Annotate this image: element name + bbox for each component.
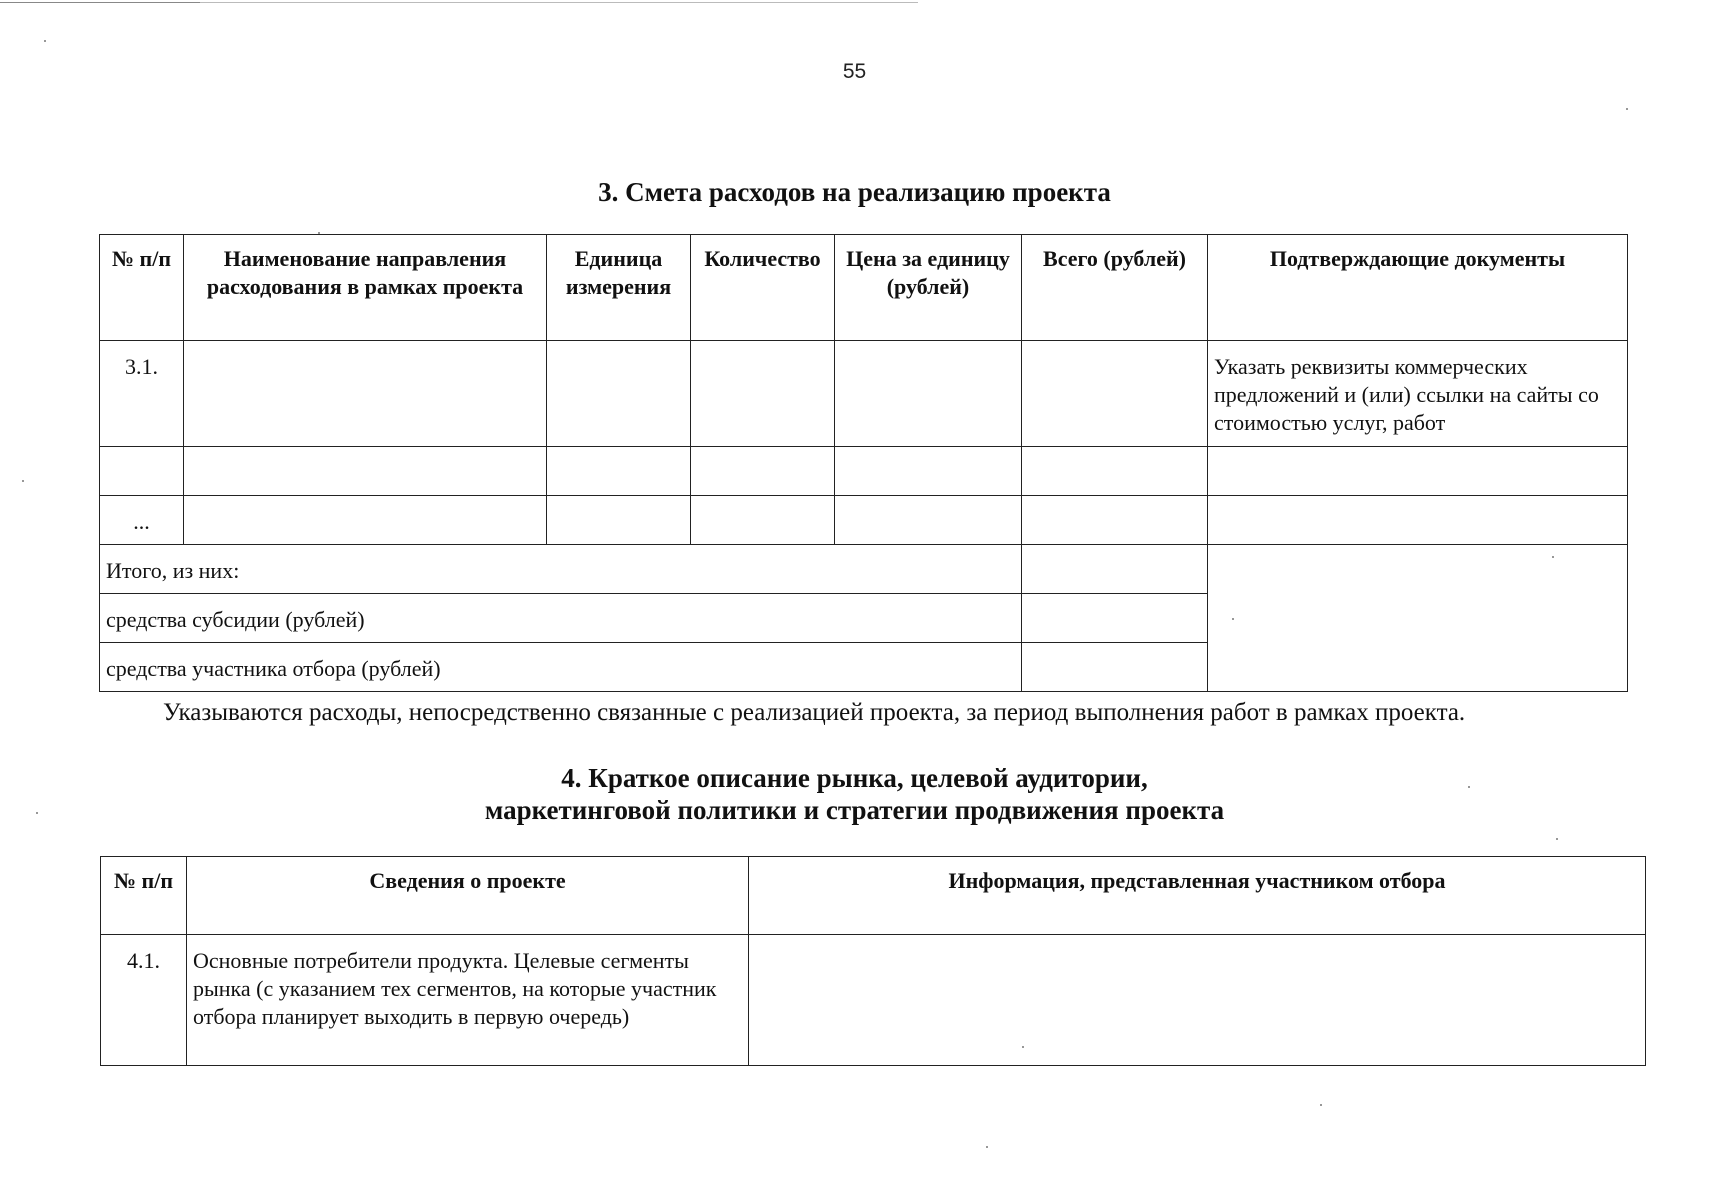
column-header-number: № п/п [101,857,187,935]
scan-speck [1232,618,1234,620]
unit-cell[interactable] [547,496,691,545]
column-header-total: Всего (рублей) [1022,235,1208,341]
table-header-row [101,857,1646,935]
unit-cell[interactable] [547,447,691,496]
table-row [101,935,1646,1066]
scan-speck [1552,556,1554,558]
scan-speck [1556,838,1558,840]
scan-speck [36,812,38,814]
table-header-row [100,235,1628,341]
cost-estimate-table [99,234,1628,692]
section-3-title: 3. Смета расходов на реализацию проекта [598,177,1111,207]
column-header-documents: Подтверждающие документы [1208,235,1628,341]
scan-edge-line [0,2,200,3]
row-number: ... [100,496,184,545]
documents-cell: Указать реквизиты коммерческих предложений и (или) ссылки на сайты со стоимостью услуг, работ [1208,341,1628,447]
page-number: 55 [842,60,867,83]
table-row [100,496,1628,545]
total-cell[interactable] [1022,341,1208,447]
scan-speck [986,1146,988,1148]
scan-speck [1626,108,1628,110]
quantity-cell[interactable] [691,341,835,447]
row-number[interactable] [100,447,184,496]
column-header-expense-direction: Наименование направления расходования в рамках проекта [184,235,547,341]
column-header-project-info: Сведения о проекте [187,857,749,935]
table-row [100,447,1628,496]
participant-info-cell[interactable] [749,935,1646,1066]
scan-speck [1320,1104,1322,1106]
unit-price-cell[interactable] [835,447,1022,496]
totals-documents-cell [1208,545,1628,692]
section-4-title-line-2: маркетинговой политики и стратегии продвижения проекта [484,795,1225,825]
column-header-unit: Единица измерения [547,235,691,341]
documents-cell[interactable] [1208,447,1628,496]
total-value-cell[interactable] [1022,545,1208,594]
scan-speck [1022,1046,1024,1048]
expense-direction-cell[interactable] [184,447,547,496]
scan-speck [44,40,46,42]
table-row [100,341,1628,447]
section-3-footnote: Указываются расходы, непосредственно связанные с реализацией проекта, за период выполнения работ в рамках проекта. [163,699,1466,726]
row-number: 4.1. [101,935,187,1066]
total-cell[interactable] [1022,447,1208,496]
scan-speck [318,232,320,234]
unit-price-cell[interactable] [835,341,1022,447]
subsidy-value-cell[interactable] [1022,594,1208,643]
expense-direction-cell[interactable] [184,341,547,447]
quantity-cell[interactable] [691,496,835,545]
participant-funds-value-cell[interactable] [1022,643,1208,692]
section-4-title [0,762,1709,826]
quantity-cell[interactable] [691,447,835,496]
column-header-participant-info: Информация, представленная участником отбора [749,857,1646,935]
row-number: 3.1. [100,341,184,447]
expense-direction-cell[interactable] [184,496,547,545]
column-header-number: № п/п [100,235,184,341]
scan-speck [1468,786,1470,788]
section-4-title-line-1: 4. Краткое описание рынка, целевой аудитории, [561,763,1148,793]
scan-edge-line [200,2,918,3]
unit-cell[interactable] [547,341,691,447]
participant-funds-label: средства участника отбора (рублей) [100,643,1022,692]
total-label: Итого, из них: [100,545,1022,594]
scan-speck [22,480,24,482]
column-header-quantity: Количество [691,235,835,341]
documents-cell[interactable] [1208,496,1628,545]
project-info-cell: Основные потребители продукта. Целевые сегменты рынка (с указанием тех сегментов, на которые участник отбора планирует выходить в первую очередь) [187,935,749,1066]
column-header-unit-price: Цена за единицу (рублей) [835,235,1022,341]
unit-price-cell[interactable] [835,496,1022,545]
total-cell[interactable] [1022,496,1208,545]
market-description-table [100,856,1646,1066]
total-row [100,545,1628,594]
subsidy-label: средства субсидии (рублей) [100,594,1022,643]
